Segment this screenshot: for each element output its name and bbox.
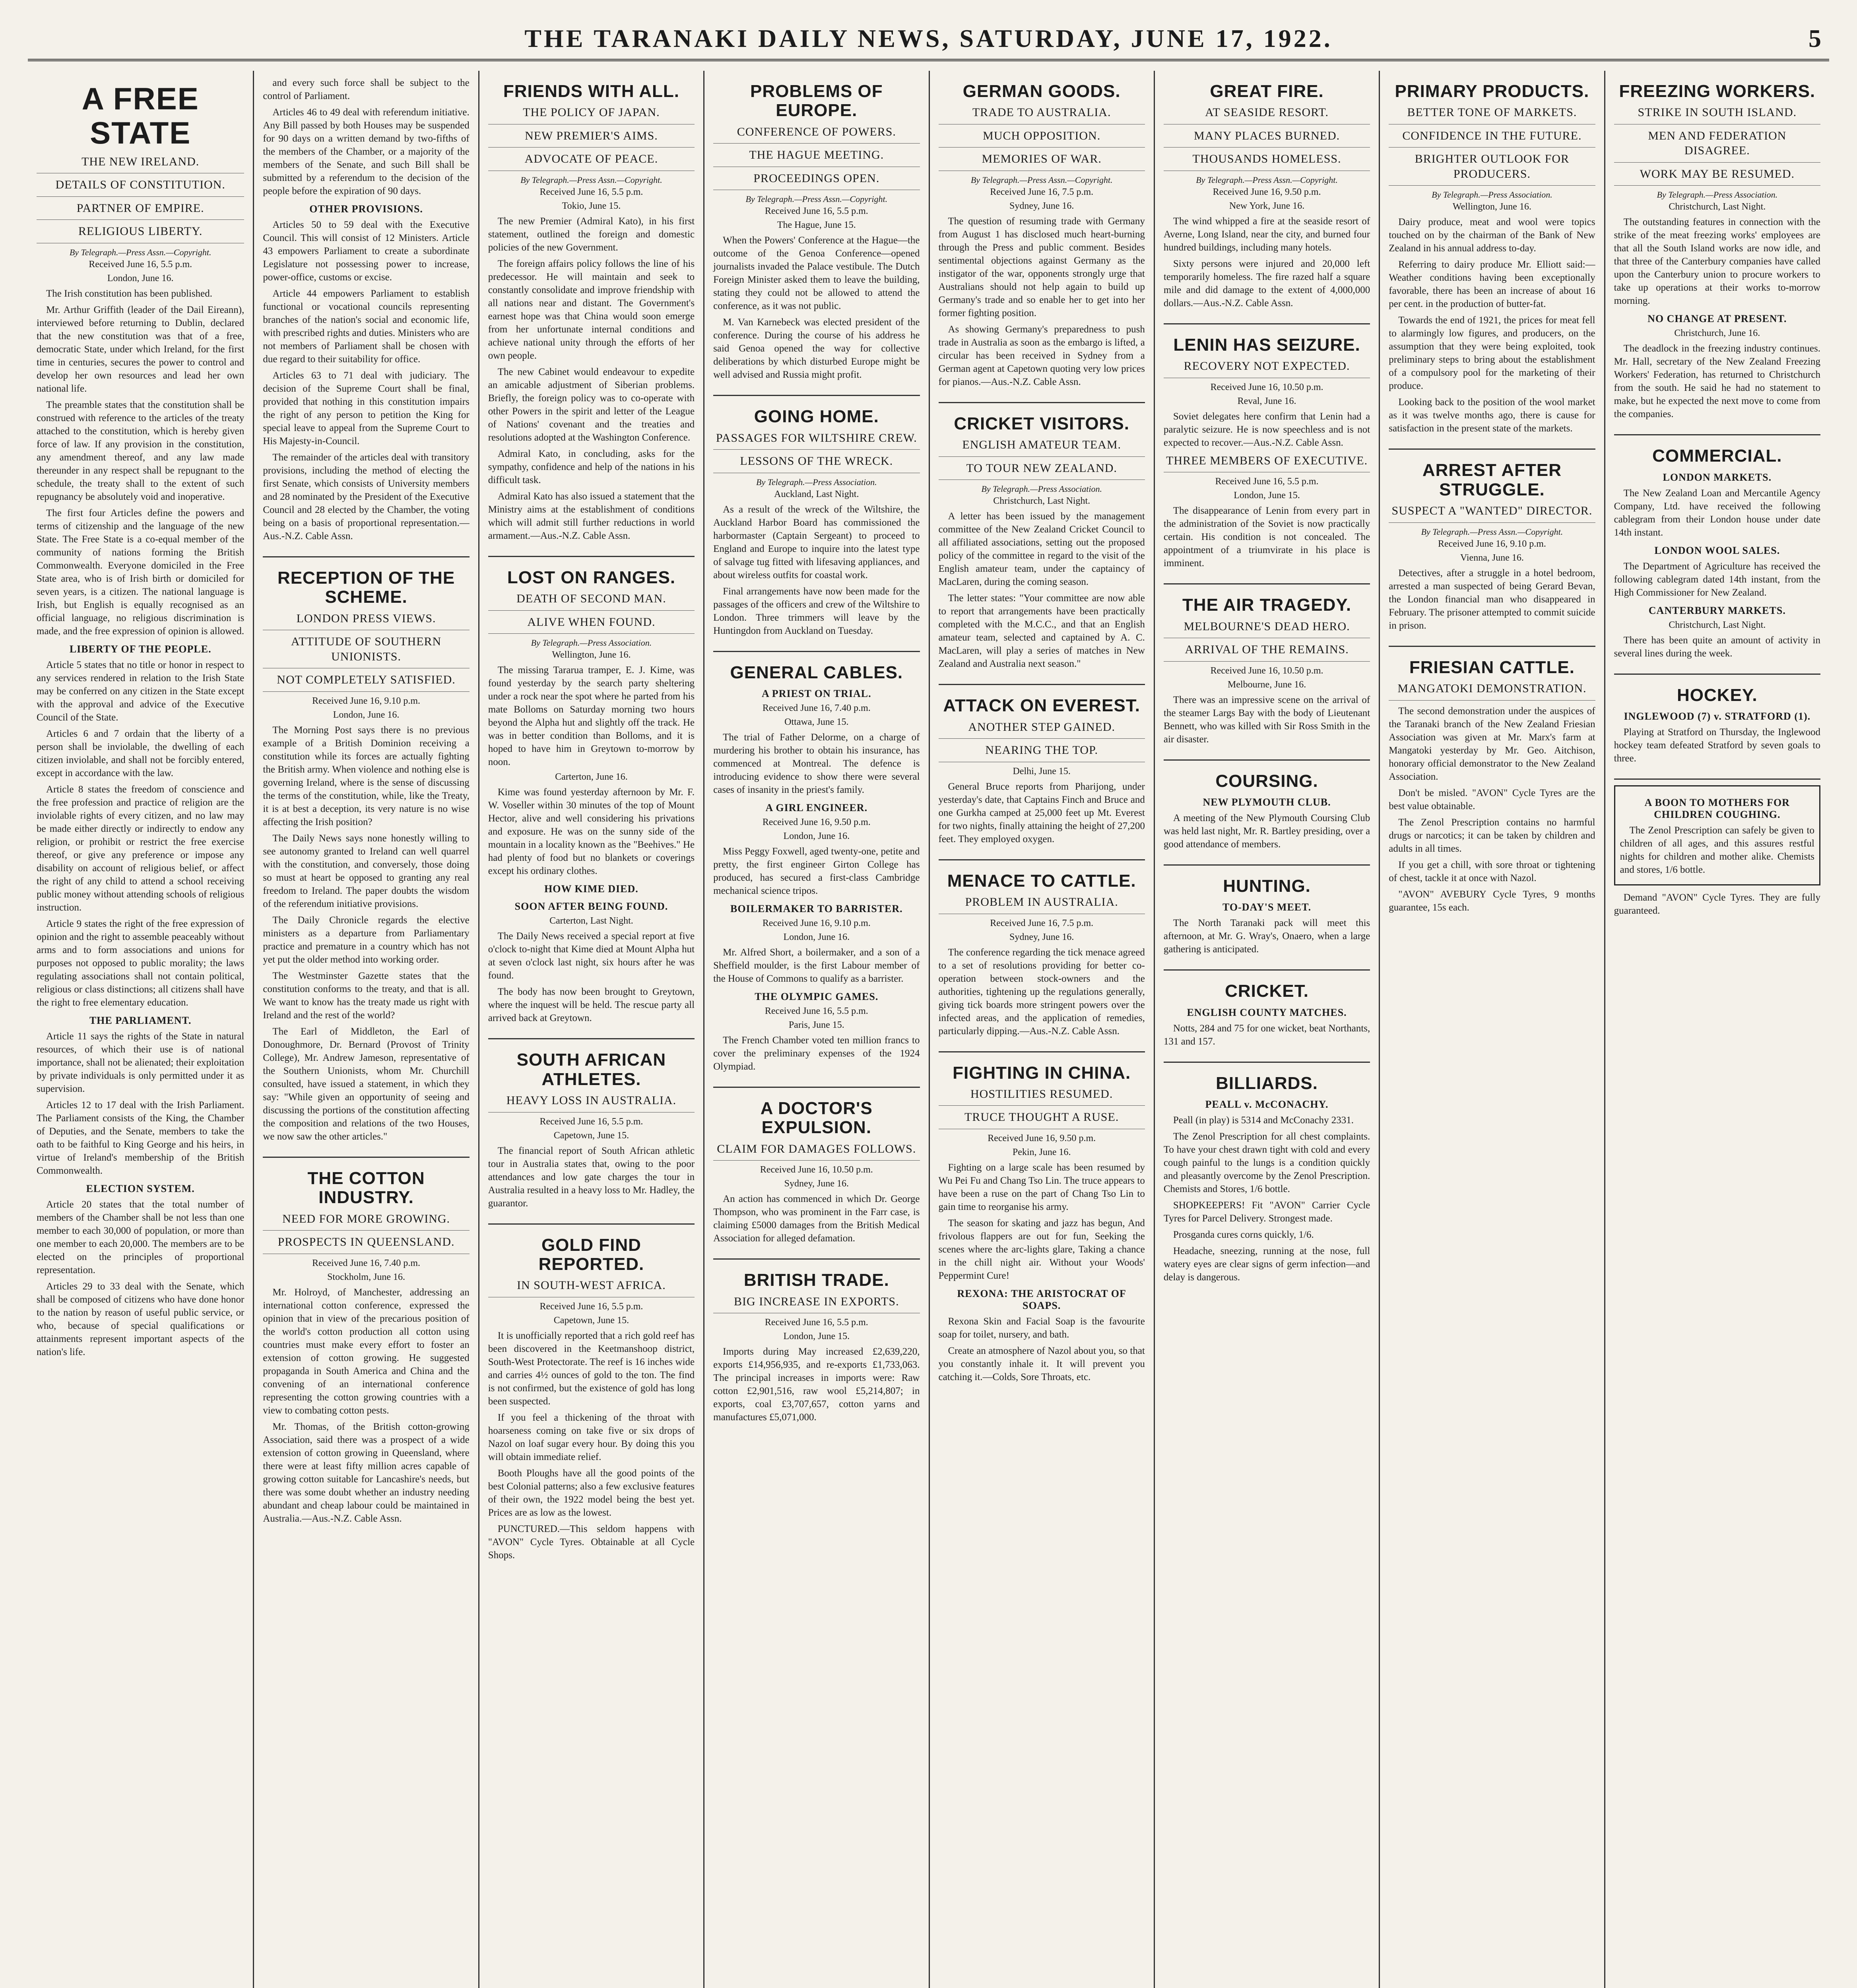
paragraph: A meeting of the New Plymouth Coursing Club was held last night, Mr. R. Bartley presiding, over a good attendance of members.	[1163, 813, 1370, 850]
paragraph: Notts, 284 and 75 for one wicket, beat Northants, 131 and 157.	[1163, 1023, 1370, 1047]
paragraph: Admiral Kato, in concluding, asks for the sympathy, confidence and help of the nations in his difficult task.	[488, 448, 695, 485]
headline: GENERAL CABLES.	[730, 662, 903, 682]
deck: MUCH OPPOSITION.	[939, 128, 1145, 148]
subhead: A PRIEST ON TRIAL.	[761, 688, 871, 700]
dateline: Wellington, June 16.	[1452, 202, 1531, 212]
column-7	[1379, 71, 1604, 1988]
dateline: Reval, June 16.	[1237, 396, 1296, 406]
received: Received June 16, 5.5 p.m.	[765, 1317, 868, 1328]
deck: RELIGIOUS LIBERTY.	[37, 224, 244, 243]
paragraph: The Department of Agriculture has received the following cablegram dated 14th instant, from the High Commissioner for New Zealand.	[1614, 561, 1820, 598]
subhead: LONDON MARKETS.	[1663, 471, 1772, 483]
headline: RECEPTION OF THE SCHEME.	[277, 568, 455, 607]
deck: DEATH OF SECOND MAN.	[488, 591, 695, 611]
advertisement: Headache, sneezing, running at the nose, full watery eyes are clear signs of germ infection—and delay is dangerous.	[1163, 1246, 1370, 1283]
received: Received June 16, 5.5 p.m.	[765, 206, 868, 217]
column-2	[253, 71, 478, 1988]
advertisement: Demand "AVON" Cycle Tyres. They are fully guaranteed.	[1614, 892, 1820, 916]
article-everest	[939, 685, 1145, 860]
dateline: London, June 15.	[783, 1331, 850, 1342]
received: Received June 16, 9.10 p.m.	[312, 695, 421, 706]
article-cricket-visitors	[939, 403, 1145, 685]
article-lenin	[1164, 324, 1370, 584]
paragraph: The second demonstration under the auspices of the Taranaki branch of the New Zealand Friesian Association was given at Mr. Marx's farm at Mangatoki yesterday by Mr. Geo. Aitchison, honorary official demonstrator to the New Zealand Association.	[1389, 705, 1595, 782]
dateline: Sydney, June 16.	[784, 1178, 849, 1189]
received: Received June 16, 9.50 p.m.	[762, 817, 871, 828]
headline: GOING HOME.	[754, 407, 879, 427]
paragraph: Mr. Arthur Griffith (leader of the Dail Eireann), interviewed before returning to Dublin, declared that the new constitution was that of a free, democratic State, under which Ireland, for the first time in centuries, secures the power to control and develop her own resources and lead her own national life.	[37, 304, 244, 394]
dateline: Sydney, June 16.	[1009, 932, 1074, 942]
subhead: A GIRL ENGINEER.	[765, 802, 868, 814]
paragraph: Mr. Alfred Short, a boilermaker, and a son of a Sheffield moulder, is the first Labour member of the House of Commons to qualify as a barrister.	[713, 947, 920, 984]
credit: By Telegraph.—Press Association.	[531, 638, 652, 648]
credit: By Telegraph.—Press Association.	[1657, 190, 1778, 200]
deck: ANOTHER STEP GAINED.	[939, 720, 1145, 739]
headline: PRIMARY PRODUCTS.	[1395, 82, 1589, 101]
advertisement: If you feel a thickening of the throat with hoarseness coming on take five or six drops of Nazol on loaf sugar every hour. By doing this you will obtain immediate relief.	[488, 1412, 695, 1462]
deck: TO TOUR NEW ZEALAND.	[939, 461, 1145, 480]
paragraph: The new Premier (Admiral Kato), in his first statement, outlined the foreign and domestic policies of the new Government.	[488, 215, 695, 253]
paragraph: Detectives, after a struggle in a hotel bedroom, arrested a man suspected of being Gerard Bevan, the London financial man who disappeared in February. The prisoner attempted to commit suicide in prison.	[1389, 567, 1595, 631]
credit: By Telegraph.—Press Assn.—Copyright.	[1421, 526, 1563, 537]
article-china	[939, 1052, 1145, 1397]
dateline: Tokio, June 15.	[562, 200, 621, 211]
received: Received June 16, 7.40 p.m.	[312, 1258, 421, 1268]
dateline: Christchurch, Last Night.	[993, 496, 1091, 507]
advertisement: Create an atmosphere of Nazol about you, so that you constantly inhale it. It will prevent you catching it.—Colds, Sore Throats, etc.	[938, 1345, 1145, 1382]
deck: HEAVY LOSS IN AUSTRALIA.	[488, 1093, 695, 1112]
deck: THOUSANDS HOMELESS.	[1164, 151, 1370, 171]
credit: By Telegraph.—Press Association.	[981, 484, 1102, 494]
article-constitution-continued	[263, 71, 469, 557]
deck: HOSTILITIES RESUMED.	[939, 1087, 1145, 1106]
paragraph: The body has now been brought to Greytown, where the inquest will be held. The rescue party all arrived back at Greytown.	[488, 986, 695, 1024]
dateline: Carterton, June 16.	[555, 772, 628, 782]
column-1	[28, 71, 253, 1988]
paragraph: Referring to dairy produce Mr. Elliott said:—Weather conditions having been exceptionally favorable, there has been an increase of about 16 per cent. in the production of butter-fat.	[1389, 259, 1595, 310]
paragraph: Dairy produce, meat and wool were topics touched on by the chairman of the Bank of New Zealand in his annual address to-day.	[1389, 217, 1595, 254]
received: Received June 16, 9.50 p.m.	[988, 1133, 1096, 1143]
paragraph: Final arrangements have now been made for the passages of the officers and crew of the Wiltshire to London. Three trimmers will leave by the Huntingdon from Auckland on Tuesday.	[713, 586, 920, 636]
dateline: Wellington, June 16.	[552, 650, 631, 660]
article-billiards	[1164, 1063, 1370, 1297]
paragraph: The foreign affairs policy follows the line of his predecessor. He will maintain and seek to constantly consolidate and improve friendship with all nations near and distant. The Government's earnest hope was that China would soon emerge from her unfortunate internal conditions and achieve national unity through the efforts of her own people.	[488, 258, 695, 361]
dateline: Christchurch, Last Night.	[1669, 619, 1766, 630]
deck: MEN AND FEDERATION DISAGREE.	[1614, 128, 1820, 163]
article-going-home	[713, 396, 920, 652]
dateline: Carterton, Last Night.	[549, 916, 633, 926]
subhead: NO CHANGE AT PRESENT.	[1647, 313, 1787, 325]
paragraph: Articles 63 to 71 deal with judiciary. The decision of the Supreme Court shall be final, provided that nothing in this constitution impairs the right of any person to petition the King for special leave to appeal from the Supreme Court to His Majesty-in-Council.	[263, 370, 470, 447]
deck: MANY PLACES BURNED.	[1164, 128, 1370, 148]
credit: By Telegraph.—Press Association.	[1432, 190, 1552, 200]
advertisement-heading: REXONA: THE ARISTOCRAT OF SOAPS.	[957, 1287, 1126, 1311]
paragraph: M. Van Karnebeck was elected president of the conference. During the course of his address he said Genoa opened the way for collective deliberations by which disturbed Europe might be well advised and Russia might profit.	[713, 317, 920, 381]
advertisement: Prosganda cures corns quickly, 1/6.	[1173, 1229, 1314, 1241]
paragraph: Article 20 states that the total number of members of the Chamber shall be not less than one member to each 30,000 of population, or more than one member to each 20,000. The members are to be elected on the principles of proportional representation.	[37, 1199, 244, 1276]
advertisement: The season for skating and jazz has begun, And frivolous flappers are out for fun, Seeking the scenes where the arc-lights glare, Taking a chance in the chill night air. Without your Woods' Peppermint Cure!	[938, 1217, 1145, 1281]
paragraph: Peall (in play) is 5314 and McConachy 2331.	[1173, 1115, 1354, 1126]
received: Received June 16, 5.5 p.m.	[89, 259, 192, 270]
article-free-state	[37, 71, 244, 1372]
subhead: SOON AFTER BEING FOUND.	[514, 901, 668, 912]
column-4	[703, 71, 928, 1988]
received: Received June 16, 10.50 p.m.	[1210, 665, 1323, 676]
paragraph: Article 5 states that no title or honor in respect to any services rendered in relation to the Irish State may be conferred on any citizen in the State except with the approval and advice of the Executive Council of the State.	[37, 659, 244, 723]
dateline: Delhi, June 15.	[1013, 766, 1071, 777]
paragraph: The North Taranaki pack will meet this afternoon, at Mr. G. Wray's, Onaero, when a large gathering is anticipated.	[1163, 918, 1370, 955]
paragraph: When the Powers' Conference at the Hague—the outcome of the Genoa Conference—opened journalists invaded the Palace vestibule. The Dutch Foreign Minister asked them to leave the building, stating they could not be allowed to attend the conference, as it was not public.	[713, 235, 920, 312]
headline: ATTACK ON EVEREST.	[943, 696, 1140, 716]
subhead: ELECTION SYSTEM.	[86, 1182, 195, 1194]
subhead: NEW PLYMOUTH CLUB.	[1203, 796, 1331, 808]
paragraph: The preamble states that the constitution shall be construed with reference to the articles of the treaty attached to the constitution, which is hereby given force of law. If any provision in the constitution, any amendment thereof, and any law made thereunder in any respect shall be repugnant to the schedule, the treaty shall to the extent of such repugnancy be absolutely void and inoperative.	[37, 399, 244, 502]
deck: ENGLISH AMATEUR TEAM.	[939, 437, 1145, 457]
paragraph: Articles 46 to 49 deal with referendum initiative. Any Bill passed by both Houses may be suspended for 90 days on a written demand by two-fifths of the members of the Chamber, or a majority of the members of the Senate, and such Bill shall be submitted by a referendum to the decision of the people before the expiration of 90 days.	[263, 107, 470, 196]
deck: RECOVERY NOT EXPECTED.	[1164, 359, 1370, 378]
paragraph: The missing Tararua tramper, E. J. Kime, was found yesterday by the search party sheltering under a rock near the spot where he parted from his mate Bolloms on Saturday morning two hours beyond the Alpha hut and slightly off the track. He was in better condition than Bolloms, and it is hoped to have him in Greytown to-morrow by noon.	[488, 665, 695, 768]
paragraph: The Westminster Gazette states that the constitution conforms to the treaty, and that is all. We want to know has the treaty made us right with Ireland and the rest of the world?	[263, 970, 470, 1021]
deck: CLAIM FOR DAMAGES FOLLOWS.	[713, 1142, 920, 1161]
paragraph: The Morning Post says there is no previous example of a British Dominion receiving a constitution while its forces are actually fighting the British army. When violence and nothing else is governing Ireland, where is the sense of discussing the terms of the constitution, while, like the Treaty, it is at best a deception, its very nature is no wise affecting the Irish position?	[263, 724, 470, 827]
deck: BRIGHTER OUTLOOK FOR PRODUCERS.	[1389, 151, 1595, 186]
paragraph: Kime was found yesterday afternoon by Mr. F. W. Voseller within 30 minutes of the top of Mount Hector, alive and well considering his privations and exposure. He was on the sunny side of the mountain in a locality known as the "Beehives." He had plenty of food but no blankets or coverings except his ordinary clothes.	[488, 787, 695, 877]
paragraph: The Daily News received a special report at five o'clock to-night that Kime died at Mount Alpha hut at seven o'clock last night, six hours after he was found.	[488, 931, 695, 981]
paragraph: The trial of Father Delorme, on a charge of murdering his brother to obtain his insurance, has commenced at Montreal. The defence is introducing evidence to show there were several cases of insanity in the priest's family.	[713, 732, 920, 796]
masthead-title: THE TARANAKI DAILY NEWS, SATURDAY, JUNE 17, 1922.	[524, 24, 1333, 52]
paragraph: As a result of the wreck of the Wiltshire, the Auckland Harbor Board has commissioned the harbormaster (Captain Sergeant) to proceed to England and Europe to inquire into the latest type of salvage tug fitted with lifesaving appliances, and about wireless outfits for coastal work.	[713, 504, 920, 580]
deck: BIG INCREASE IN EXPORTS.	[713, 1294, 920, 1314]
paragraph: Admiral Kato has also issued a statement that the Ministry aims at the establishment of conditions which will admit still further reductions in world armament.—Aus.-N.Z. Cable Assn.	[488, 491, 695, 541]
credit: By Telegraph.—Press Assn.—Copyright.	[520, 175, 662, 185]
column-3	[478, 71, 703, 1988]
subhead: INGLEWOOD (7) v. STRATFORD (1).	[1624, 711, 1811, 722]
advertisement: Rexona Skin and Facial Soap is the favourite soap for toilet, nursery, and bath.	[938, 1316, 1145, 1340]
paragraph: Articles 50 to 59 deal with the Executive Council. This will consist of 12 Ministers. Article 43 empowers Parliament to create a subordinate Legislature not possessing power to increase, power-office, customs or excise.	[263, 219, 470, 283]
article-great-fire	[1164, 71, 1370, 324]
article-lost-on-ranges	[488, 557, 695, 1039]
dateline: Melbourne, June 16.	[1227, 679, 1306, 690]
received: Received June 16, 5.5 p.m.	[539, 1301, 643, 1312]
paragraph: The remainder of the articles deal with transitory provisions, including the method of electing the first Senate, which consists of University members and 28 nominated by the President of the Executive Council and 28 elected by the Chamber, the voting being on a basis of proportional representation.—Aus.-N.Z. Cable Assn.	[263, 452, 470, 542]
deck: BETTER TONE OF MARKETS.	[1389, 105, 1595, 124]
headline: GOLD FIND REPORTED.	[538, 1235, 644, 1274]
dateline: London, June 16.	[783, 831, 850, 842]
deck: STRIKE IN SOUTH ISLAND.	[1614, 105, 1820, 124]
subhead: LONDON WOOL SALES.	[1654, 544, 1780, 556]
received: Received June 16, 9.50 p.m.	[1213, 186, 1321, 197]
deck: PROSPECTS IN QUEENSLAND.	[263, 1235, 469, 1254]
paragraph: There has been quite an amount of activity in several lines during the week.	[1614, 635, 1820, 659]
article-sa-athletes	[488, 1039, 695, 1224]
deck: PROCEEDINGS OPEN.	[713, 171, 920, 190]
dateline: London, June 16.	[107, 273, 174, 283]
received: Received June 16, 5.5 p.m.	[765, 1006, 868, 1017]
advertisement: Don't be misled. "AVON" Cycle Tyres are the best value obtainable.	[1389, 787, 1595, 812]
paragraph: Miss Peggy Foxwell, aged twenty-one, petite and pretty, the first engineer Girton College has produced, has secured a first-class Cambridge mechanical science tripos.	[713, 846, 920, 897]
deck: ARRIVAL OF THE REMAINS.	[1164, 642, 1370, 662]
paragraph: The financial report of South African athletic tour in Australia states that, owing to the poor attendances and low gate charges the tour in Australia resulted in a heavy loss to Mr. Hadley, the guarantor.	[488, 1145, 695, 1209]
article-german-goods	[939, 71, 1145, 403]
paragraph: The Earl of Middleton, the Earl of Donoughmore, Dr. Bernard (Provost of Trinity College), Mr. Andrew Jameson, representative of the Southern Unionists, whom Mr. Churchill consulted, have issued a statement, in which they say: "While given an opportunity of seeing and discussing the portions of the constitution affecting the composition and relations of the two Houses, we now saw the other articles."	[263, 1026, 470, 1142]
article-air-tragedy	[1164, 584, 1370, 760]
article-gold-find	[488, 1225, 695, 1575]
received: Received June 16, 7.5 p.m.	[990, 918, 1094, 928]
article-hockey	[1614, 675, 1820, 780]
deck: CONFIDENCE IN THE FUTURE.	[1389, 128, 1595, 148]
headline: LOST ON RANGES.	[507, 567, 676, 587]
article-british-trade	[713, 1260, 920, 1437]
advertisement: "AVON" AVEBURY Cycle Tyres, 9 months guarantee, 15s each.	[1389, 889, 1595, 913]
dateline: Paris, June 15.	[788, 1020, 844, 1031]
paragraph: General Bruce reports from Pharijong, under yesterday's date, that Captains Finch and Bruce and one Gurkha camped at 25,000 feet up Mt. Everest for two nights, finally attaining the height of 27,200 feet. They employed oxygen.	[938, 781, 1145, 845]
paragraph: The disappearance of Lenin from every part in the administration of the Soviet is now practically certain. His condition is not concealed. The appointment of a triumvirate in his place is imminent.	[1163, 505, 1370, 569]
advertisement: PUNCTURED.—This seldom happens with "AVON" Cycle Tyres. Obtainable at all Cycle Shops.	[488, 1523, 695, 1561]
advertisement: The Zenol Prescription can safely be given to children of all ages, and this assures restful nights for children and mother alike. Chemists and stores, 1/6 bottle.	[1620, 825, 1814, 876]
headline: BRITISH TRADE.	[743, 1270, 889, 1290]
credit: By Telegraph.—Press Assn.—Copyright.	[69, 247, 212, 257]
deck: ALIVE WHEN FOUND.	[488, 615, 695, 634]
deck: MANGATOKI DEMONSTRATION.	[1389, 681, 1595, 701]
credit: By Telegraph.—Press Assn.—Copyright.	[745, 194, 888, 204]
paragraph: Fighting on a large scale has been resumed by Wu Pei Fu and Chang Tso Lin. The truce appears to have been a ruse on the part of Chang Tso Lin to gain time to reorganise his army.	[938, 1162, 1145, 1212]
headline: SOUTH AFRICAN ATHLETES.	[516, 1050, 666, 1089]
deck: THREE MEMBERS OF EXECUTIVE.	[1164, 453, 1370, 473]
headline: FREEZING WORKERS.	[1619, 82, 1816, 101]
paragraph: The new Cabinet would endeavour to expedite an amicable adjustment of Siberian problems. Briefly, the foreign policy was to co-operate with other Powers in the spirit and letter of the League of Nations' covenant and the treaties and resolutions adopted at the Washington Conference.	[488, 366, 695, 443]
column-5	[929, 71, 1154, 1988]
article-commercial	[1614, 435, 1820, 674]
headline: THE COTTON INDUSTRY.	[307, 1168, 425, 1208]
headline: MENACE TO CATTLE.	[947, 871, 1136, 891]
headline: CRICKET VISITORS.	[954, 414, 1129, 433]
paragraph: The question of resuming trade with Germany from August 1 has disclosed much heart-burning through the Press and public comment. Besides sentimental objections against Germany as the instigator of the war, opponents strongly urge that Australians should not help again to build up Germany's trade and so enable her to get into her former fighting position.	[938, 215, 1145, 318]
dateline: London, June 16.	[333, 709, 400, 720]
deck: PASSAGES FOR WILTSHIRE CREW.	[713, 431, 920, 450]
subhead: CANTERBURY MARKETS.	[1648, 604, 1786, 616]
advertisement: Booth Ploughs have all the good points of the best Colonial patterns; also a few exclusive features of their own, the 1922 model being the best yet. Prices are as low as the lowest.	[488, 1468, 695, 1518]
headline: ARREST AFTER STRUGGLE.	[1422, 460, 1562, 499]
dateline: Stockholm, June 16.	[327, 1272, 406, 1282]
received: Received June 16, 9.10 p.m.	[1438, 538, 1546, 549]
article-japan	[488, 71, 695, 557]
deck: THE POLICY OF JAPAN.	[488, 105, 695, 124]
dateline: Christchurch, Last Night.	[1669, 202, 1766, 212]
deck: CONFERENCE OF POWERS.	[713, 124, 920, 144]
received: Received June 16, 5.5 p.m.	[1215, 476, 1319, 487]
credit: By Telegraph.—Press Association.	[756, 477, 877, 487]
paragraph: The conference regarding the tick menace agreed to a set of resolutions providing for better co-operation between stock-owners and the authorities, tightening up the regulations generally, giving tick boards more stringent powers over the infected areas, and the application of remedies, particularly dipping.—Aus.-N.Z. Cable Assn.	[938, 947, 1145, 1037]
subhead: BOILERMAKER TO BARRISTER.	[730, 903, 903, 915]
deck: NEARING THE TOP.	[939, 743, 1145, 762]
headline: FRIESIAN CATTLE.	[1409, 657, 1575, 677]
subhead: TO-DAY'S MEET.	[1222, 901, 1312, 913]
subhead: LIBERTY OF THE PEOPLE.	[69, 643, 212, 655]
paragraph: Articles 12 to 17 deal with the Irish Parliament. The Parliament consists of the King, the Chamber of Deputies, and the Senate, members to take the oath to be faithful to King George and his heirs, in virtue of Ireland's membership of the British Commonwealth.	[37, 1099, 244, 1176]
subhead: OTHER PROVISIONS.	[309, 203, 423, 215]
headline: GERMAN GOODS.	[962, 82, 1121, 101]
deck: SUSPECT A "WANTED" DIRECTOR.	[1389, 503, 1595, 523]
article-primary-products	[1389, 71, 1595, 450]
paragraph: Articles 6 and 7 ordain that the liberty of a person shall be inviolable, the dwelling of each citizen inviolable, and shall not be forcibly entered, except in accordance with the law.	[37, 728, 244, 779]
article-cattle	[939, 860, 1145, 1052]
received: Received June 16, 9.10 p.m.	[762, 918, 871, 929]
deck: THE HAGUE MEETING.	[713, 148, 920, 167]
deck: ATTITUDE OF SOUTHERN UNIONISTS.	[263, 634, 469, 668]
paragraph: Article 11 says the rights of the State in natural resources, of which their use is of national importance, shall not be alienated; their exploitation by private individuals is only permitted under it as supervision.	[37, 1031, 244, 1094]
deck: LONDON PRESS VIEWS.	[263, 611, 469, 631]
paragraph: There was an impressive scene on the arrival of the steamer Largs Bay with the body of Lieutenant Bennett, who was killed with Sir Ross Smith in the air disaster.	[1163, 694, 1370, 745]
paragraph: Towards the end of 1921, the prices for meat fell to alarmingly low figures, and producers, on the assumption that they were being exploited, took preliminary steps to bring about the establishment of a compulsory pool for the marketing of their produce.	[1389, 315, 1595, 392]
article-reception	[263, 557, 469, 1158]
received: Received June 16, 10.50 p.m.	[1210, 382, 1323, 392]
paragraph: The letter states: "Your committee are now able to report that arrangements have been practically completed with the M.C.C., and that an English amateur team, selected and captained by A. C. MacLaren, will play a series of matches in New Zealand and Australia next season."	[938, 593, 1145, 670]
advertisement: The Zenol Prescription contains no harmful drugs or narcotics; it can be taken by children and adults in all times.	[1389, 817, 1595, 854]
subhead: THE PARLIAMENT.	[89, 1014, 192, 1026]
advertisement: If you get a chill, with sore throat or tightening of chest, tackle it at once with Nazol.	[1389, 859, 1595, 883]
deck: TRUCE THOUGHT A RUSE.	[939, 1110, 1145, 1129]
paragraph: and every such force shall be subject to the control of Parliament.	[263, 78, 470, 101]
article-hunting	[1164, 866, 1370, 971]
article-europe	[713, 71, 920, 396]
received: Received June 16, 5.5 p.m.	[539, 1116, 643, 1127]
paragraph: Imports during May increased £2,639,220, exports £14,956,935, and re-exports £1,733,063. The principal increases in imports were: Raw cotton £2,901,516, raw wool £5,214,807; in exports, coal £3,707,657, cotton yarns and manufactures £5,071,000.	[713, 1346, 920, 1423]
paragraph: An action has commenced in which Dr. George Thompson, who was prominent in the Farr case, is claiming £5000 damages from the British Medical Association for alleged defamation.	[713, 1194, 920, 1244]
headline: COURSING.	[1215, 771, 1318, 791]
received: Received June 16, 7.5 p.m.	[990, 186, 1094, 197]
article-cricket	[1164, 971, 1370, 1062]
headline: BILLIARDS.	[1216, 1073, 1318, 1093]
advertisement-heading: A BOON TO MOTHERS FOR CHILDREN COUGHING.	[1644, 797, 1790, 821]
dateline: London, June 16.	[783, 932, 850, 943]
paragraph: The French Chamber voted ten million francs to cover the preliminary expenses of the 1924 Olympiad.	[713, 1035, 920, 1072]
paragraph: A letter has been issued by the management committee of the New Zealand Cricket Council to all affiliated associations, setting out the proposed policy of the committee in regard to the visit of the English amateur team, under the captaincy of MacLaren, during the coming season.	[938, 511, 1145, 588]
article-friesian	[1389, 647, 1595, 928]
paragraph: Article 9 states the right of the free expression of opinion and the right to assemble peaceably without arms and to form associations and unions for purposes not opposed to public morality; the laws regulating associations shall not contain political, religious or class distinctions; all citizens shall have the right to free elementary education.	[37, 918, 244, 1008]
paragraph: The Daily News says none honestly willing to see autonomy granted to Ireland can well quarrel with the constitution, and conversely, those doing so must at heart be opposed to granting any real freedom to Ireland. The paper doubts the wisdom of the referendum initiative provisions.	[263, 833, 470, 909]
article-coursing	[1164, 761, 1370, 866]
paragraph: Mr. Holroyd, of Manchester, addressing an international cotton conference, expressed the opinion that in view of the precarious position of the world's cotton production all cotton using countries must make every effort to foster an extension of cotton growing. He suggested propaganda in South America and China and the convening of an international conference representing the cotton growing countries with a view to combating cotton pests.	[263, 1287, 470, 1416]
subhead: ENGLISH COUNTY MATCHES.	[1187, 1006, 1347, 1018]
paragraph: Article 44 empowers Parliament to establish functional or vocational councils representing branches of the nation's social and economic life, with prescribed rights and duties. Ministers who are not members of Parliament shall be chosen with due regard to their suitability for office.	[263, 288, 470, 365]
credit: By Telegraph.—Press Assn.—Copyright.	[1196, 175, 1338, 185]
paragraph: Playing at Stratford on Thursday, the Inglewood hockey team defeated Stratford by seven goals to three.	[1614, 727, 1820, 764]
paragraph: Soviet delegates here confirm that Lenin had a paralytic seizure. He is now speechless and is not expected to recover.—Aus.-N.Z. Cable Assn.	[1163, 411, 1370, 448]
headline: FRIENDS WITH ALL.	[503, 82, 679, 101]
advertisement: SHOPKEEPERS! Fit "AVON" Carrier Cycle Tyres for Parcel Delivery. Strongest made.	[1163, 1200, 1370, 1224]
columns	[28, 71, 1829, 1988]
paragraph: The wind whipped a fire at the seaside resort of Averne, Long Island, near the city, and burned four hundred buildings, including many hotels.	[1163, 215, 1370, 253]
masthead	[28, 24, 1829, 61]
dateline: New York, June 16.	[1229, 200, 1305, 211]
article-cotton	[263, 1158, 469, 1539]
subhead: THE OLYMPIC GAMES.	[755, 991, 879, 1003]
dateline: Vienna, June 16.	[1460, 552, 1524, 563]
received: Received June 16, 5.5 p.m.	[539, 186, 643, 197]
headline: HUNTING.	[1223, 876, 1311, 896]
paragraph: As showing Germany's preparedness to push trade in Australia as soon as the embargo is lifted, a circular has been received in Sydney from a German agent at Capetown quoting very low prices for pianos.—Aus.-N.Z. Cable Assn.	[938, 324, 1145, 387]
article-arrest	[1389, 450, 1595, 646]
headline: FIGHTING IN CHINA.	[953, 1063, 1131, 1083]
deck: PARTNER OF EMPIRE.	[37, 201, 244, 220]
headline: PROBLEMS OF EUROPE.	[750, 82, 883, 120]
headline: HOCKEY.	[1677, 685, 1758, 705]
column-6	[1154, 71, 1379, 1988]
deck: IN SOUTH-WEST AFRICA.	[488, 1278, 695, 1297]
dateline: Sydney, June 16.	[1009, 200, 1074, 211]
headline: A DOCTOR'S EXPULSION.	[760, 1099, 873, 1138]
column-8	[1604, 71, 1829, 1988]
subhead: PEALL v. McCONACHY.	[1205, 1099, 1329, 1110]
dateline: Capetown, June 15.	[553, 1315, 629, 1326]
deck: WORK MAY BE RESUMED.	[1614, 167, 1820, 186]
page-number: 5	[1808, 24, 1821, 52]
deck: ADVOCATE OF PEACE.	[488, 151, 695, 171]
dateline: Christchurch, June 16.	[1674, 328, 1760, 339]
deck: LESSONS OF THE WRECK.	[713, 454, 920, 473]
deck: TRADE TO AUSTRALIA.	[939, 105, 1145, 124]
dateline: London, June 15.	[1234, 490, 1300, 501]
deck: AT SEASIDE RESORT.	[1164, 105, 1370, 124]
headline: COMMERCIAL.	[1652, 446, 1782, 466]
paragraph: Articles 29 to 33 deal with the Senate, which shall be composed of citizens who have done honor to the nation by reason of useful public service, or who, because of special qualifications or attainments represent important aspects of the nation's life.	[37, 1281, 244, 1357]
received: Received June 16, 7.40 p.m.	[762, 703, 871, 714]
paragraph: Article 8 states the freedom of conscience and the free profession and practice of religion are the inviolable rights of every citizen, and no law may be made either directly or indirectly to endow any religion, or prohibit or restrict the free exercise thereof, or give any preference or impose any disability on account of religious belief, or affect the right of any child to attend a school receiving public money without attending schools of religious instruction.	[37, 784, 244, 913]
dateline: Ottawa, June 15.	[784, 717, 849, 728]
paragraph: Mr. Thomas, of the British cotton-growing Association, said there was a prospect of a wide extension of cotton growing in Queensland, where there were at least fifty million acres capable of growing cotton suitable for Lancashire's needs, but there was some doubt whether an industry needing abundant and cheap labour could be maintained in Australia.—Aus.-N.Z. Cable Assn.	[263, 1421, 470, 1524]
article-freezing-workers	[1614, 71, 1820, 435]
paragraph: The New Zealand Loan and Mercantile Agency Company, Ltd. have received the following cablegram from their London house under date 14th instant.	[1614, 487, 1820, 538]
deck: NOT COMPLETELY SATISFIED.	[263, 672, 469, 692]
deck: MEMORIES OF WAR.	[939, 151, 1145, 171]
deck: MELBOURNE'S DEAD HERO.	[1164, 619, 1370, 639]
paragraph: The Daily Chronicle regards the elective ministers as a departure from Parliamentary practice and premature in a country which has not yet put the older method into working order.	[263, 914, 470, 965]
deck: PROBLEM IN AUSTRALIA.	[939, 895, 1145, 914]
paragraph: The outstanding features in connection with the strike of the meat freezing works' employees are that all the South Island works are now idle, and that three of the Canterbury companies have called upon the Canterbury union to procure workers to take up operations at their works to-morrow morning.	[1614, 217, 1820, 307]
article-general-cables	[713, 652, 920, 1088]
headline: GREAT FIRE.	[1210, 82, 1324, 101]
dateline: The Hague, June 15.	[777, 220, 856, 231]
headline: CRICKET.	[1225, 981, 1309, 1001]
advertisement: The Zenol Prescription for all chest complaints. To have your chest drawn tight with cold and every cough painful to the lungs is a condition quickly and pleasantly overcome by the Zenol Prescription. Chemists and Stores, 1/6 bottle.	[1163, 1131, 1370, 1195]
deck: NEED FOR MORE GROWING.	[263, 1211, 469, 1231]
paragraph: The deadlock in the freezing industry continues. Mr. Hall, secretary of the New Zealand Freezing Workers' Federation, has returned to Christchurch from the south. He said he had no statement to make, but he expected the next move to come from the companies.	[1614, 343, 1820, 420]
dateline: Pekin, June 16.	[1012, 1147, 1071, 1157]
deck: THE NEW IRELAND.	[37, 154, 244, 174]
headline: A FREE STATE	[81, 81, 199, 150]
dateline: Capetown, June 15.	[553, 1130, 629, 1141]
paragraph: The Irish constitution has been published.	[46, 288, 212, 299]
paragraph: Sixty persons were injured and 20,000 left temporarily homeless. The fire razed half a square mile and did damage to the extent of 4,000,000 dollars.—Aus.-N.Z. Cable Assn.	[1163, 258, 1370, 309]
subhead: HOW KIME DIED.	[544, 883, 638, 895]
deck: DETAILS OF CONSTITUTION.	[37, 177, 244, 197]
headline: LENIN HAS SEIZURE.	[1173, 335, 1360, 355]
paragraph: Looking back to the position of the wool market as it was twelve months ago, there is cause for satisfaction in the present state of the markets.	[1389, 397, 1595, 434]
headline: THE AIR TRAGEDY.	[1182, 595, 1352, 615]
credit: By Telegraph.—Press Assn.—Copyright.	[970, 175, 1113, 185]
article-doctor-expulsion	[713, 1088, 920, 1260]
received: Received June 16, 10.50 p.m.	[760, 1165, 873, 1175]
paragraph: The first four Articles define the powers and terms of citizenship and the language of the new State. The Free State is a co-equal member of the community of nations forming the British Commonwealth. Everyone domiciled in the Free State area, who is of Irish birth or domiciled for seven years, is a citizen. The national language is Irish, but English is equally recognised as an official language, no religious discrimination is made, and the free expression of opinion is allowed.	[37, 507, 244, 637]
paragraph: It is unofficially reported that a rich gold reef has been discovered in the Keetmanshoop district, South-West Protectorate. The reef is 16 inches wide and carries 4½ ounces of gold to the ton. The find is not confirmed, but the existence of gold has long been suspected.	[488, 1330, 695, 1407]
advertisement-box	[1614, 785, 1820, 885]
dateline: Auckland, Last Night.	[774, 489, 859, 499]
deck: NEW PREMIER'S AIMS.	[488, 128, 695, 148]
